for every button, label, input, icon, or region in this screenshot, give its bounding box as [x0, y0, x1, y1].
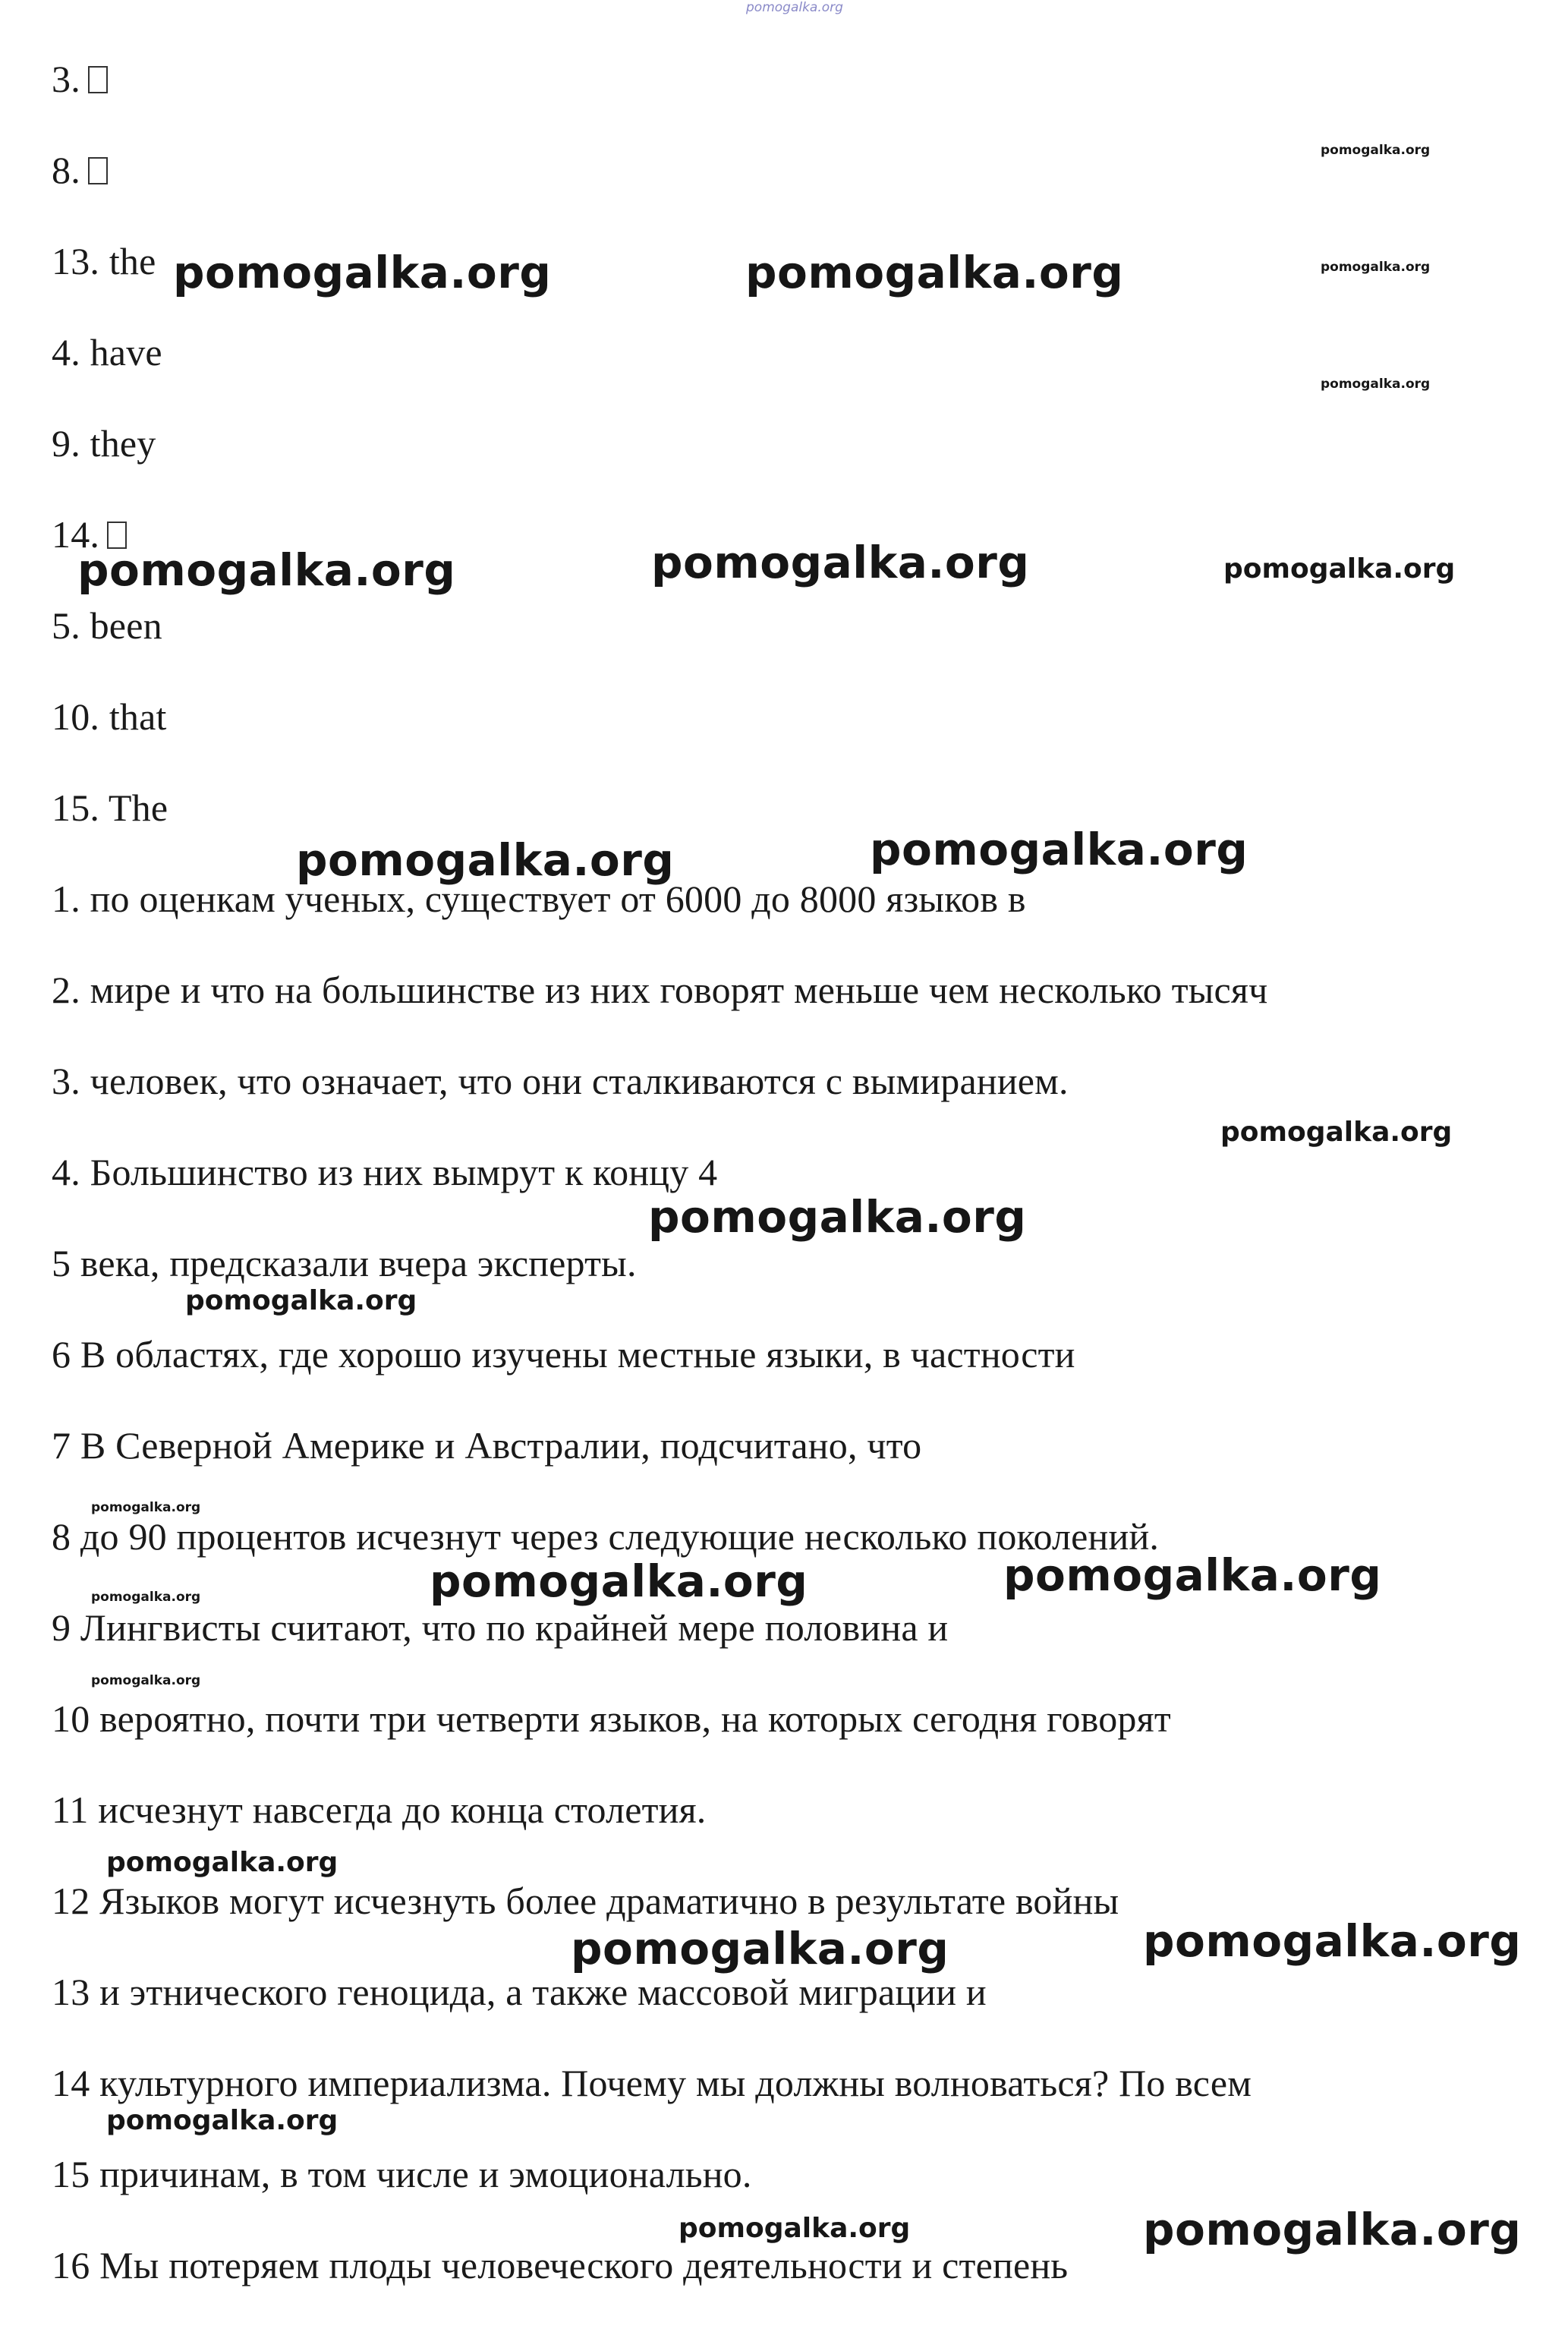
- answer-line: [52, 147, 108, 193]
- answer-number: 4.: [52, 331, 80, 373]
- answer-word: that: [109, 695, 167, 738]
- watermark: pomogalka.org: [77, 544, 456, 596]
- watermark: pomogalka.org: [91, 1500, 201, 1515]
- answer-line: [52, 329, 162, 375]
- answer-number: 9.: [52, 422, 80, 465]
- answer-word: been: [90, 604, 162, 647]
- translation-line: 14 культурного империализма. Почему мы должны волноваться? По всем: [52, 2062, 1252, 2104]
- watermark: pomogalka.org: [106, 1847, 338, 1878]
- translation-line: 9 Лингвисты считают, что по крайней мере половина и: [52, 1606, 949, 1649]
- watermark: pomogalka.org: [745, 247, 1124, 298]
- answer-number: 10.: [52, 695, 100, 738]
- translation-line: 8 до 90 процентов исчезнут через следующие несколько поколений.: [52, 1515, 1160, 1558]
- watermark: pomogalka.org: [1321, 377, 1431, 392]
- watermark: pomogalka.org: [648, 1191, 1027, 1243]
- answer-number: 15.: [52, 786, 100, 829]
- watermark: pomogalka.org: [1321, 143, 1431, 158]
- answer-number: 3.: [52, 58, 80, 100]
- watermark: pomogalka.org: [679, 2213, 911, 2244]
- watermark: pomogalka.org: [296, 834, 675, 886]
- watermark: pomogalka.org: [1321, 260, 1431, 275]
- translation-line: 10 вероятно, почти три четверти языков, на которых сегодня говорят: [52, 1697, 1171, 1740]
- watermark: pomogalka.org: [1223, 553, 1456, 585]
- watermark: pomogalka.org: [91, 1590, 201, 1605]
- answer-line: [52, 785, 168, 830]
- answer-line: [52, 421, 156, 466]
- watermark: pomogalka.org: [173, 247, 552, 298]
- answer-word: they: [90, 422, 156, 465]
- watermark: pomogalka.org: [1003, 1549, 1382, 1601]
- answer-word: The: [108, 786, 168, 829]
- translation-line: 2. мире и что на большинстве из них говорят меньше чем несколько тысяч: [52, 969, 1268, 1011]
- translation-line: 12 Языков могут исчезнуть более драматично в результате войны: [52, 1880, 1119, 1922]
- watermark: pomogalka.org: [1143, 2204, 1522, 2255]
- watermark: pomogalka.org: [1143, 1915, 1522, 1967]
- translation-line: 16 Мы потеряем плоды человеческого деятельности и степень: [52, 2244, 1069, 2286]
- translation-line: 3. человек, что означает, что они сталкиваются с вымиранием.: [52, 1060, 1069, 1102]
- answer-line: [52, 56, 108, 102]
- answer-number: 8.: [52, 149, 80, 191]
- watermark: pomogalka.org: [430, 1555, 808, 1607]
- answer-line: [52, 694, 167, 739]
- answer-number: 14.: [52, 513, 100, 556]
- watermark: pomogalka.org: [651, 537, 1030, 588]
- watermark-top: pomogalka.org: [746, 0, 843, 15]
- translation-line: 4. Большинство из них вымрут к концу 4: [52, 1151, 718, 1193]
- missing-glyph-box: [88, 66, 108, 93]
- watermark: pomogalka.org: [870, 824, 1248, 875]
- watermark: pomogalka.org: [571, 1923, 949, 1974]
- translation-line: 7 В Северной Америке и Австралии, подсчитано, что: [52, 1424, 922, 1467]
- answer-line: [52, 603, 162, 648]
- answer-line: [52, 238, 156, 284]
- answer-number: 5.: [52, 604, 80, 647]
- translation-line: 15 причинам, в том числе и эмоционально.: [52, 2153, 752, 2195]
- translation-line: 11 исчезнут навсегда до конца столетия.: [52, 1788, 707, 1831]
- answer-word: the: [109, 240, 156, 282]
- watermark: pomogalka.org: [185, 1285, 417, 1316]
- watermark: pomogalka.org: [91, 1673, 201, 1688]
- watermark: pomogalka.org: [1220, 1117, 1453, 1148]
- translation-line: 6 В областях, где хорошо изучены местные языки, в частности: [52, 1333, 1075, 1376]
- answer-number: 13.: [52, 240, 100, 282]
- translation-line: 5 века, предсказали вчера эксперты.: [52, 1242, 637, 1284]
- missing-glyph-box: [88, 157, 108, 184]
- translation-line: 13 и этнического геноцида, а также массовой миграции и: [52, 1971, 987, 2013]
- translation-line: 1. по оценкам ученых, существует от 6000 до 8000 языков в: [52, 878, 1026, 920]
- watermark: pomogalka.org: [106, 2105, 338, 2136]
- answer-word: have: [90, 331, 162, 373]
